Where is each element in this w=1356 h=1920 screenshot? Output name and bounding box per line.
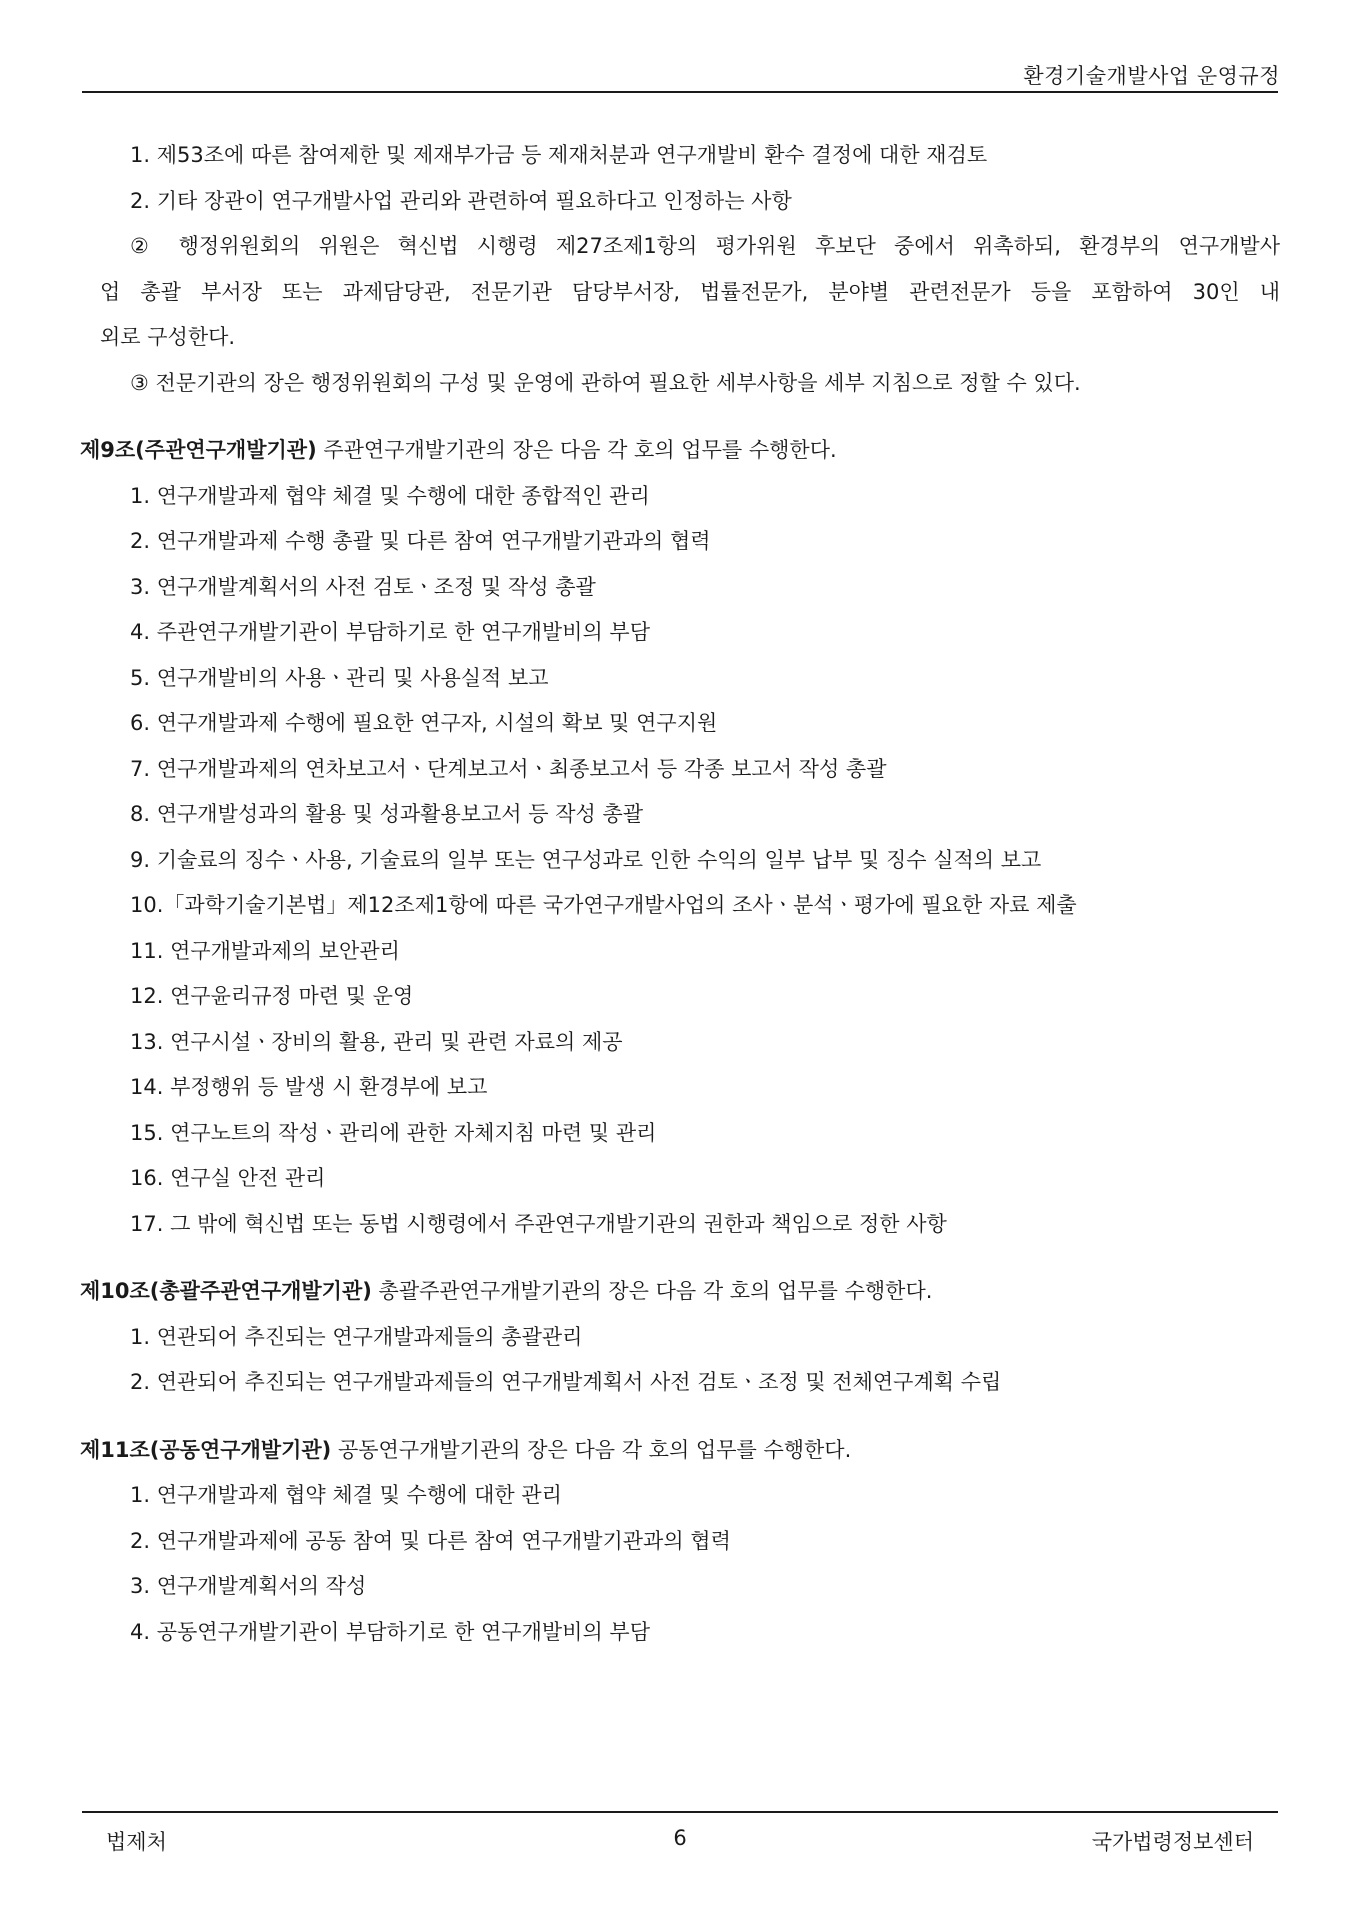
list-item: 4. 공동연구개발기관이 부담하기로 한 연구개발비의 부담 — [130, 1619, 650, 1644]
list-item: 15. 연구노트의 작성ㆍ관리에 관한 자체지침 마련 및 관리 — [130, 1120, 657, 1145]
article-title: 제11조(공동연구개발기관) — [80, 1437, 332, 1462]
list-item: 3. 연구개발계획서의 작성 — [130, 1574, 367, 1598]
list-item: 1. 연구개발과제 협약 체결 및 수행에 대한 종합적인 관리 — [130, 483, 650, 508]
document-body — [80, 133, 1280, 1655]
list-item: 2. 기타 장관이 연구개발사업 관리와 관련하여 필요하다고 인정하는 사항 — [130, 188, 792, 213]
running-header-title: 환경기술개발사업 운영규정 — [1023, 64, 1280, 88]
list-item: 4. 주관연구개발기관이 부담하기로 한 연구개발비의 부담 — [130, 620, 650, 644]
footer-publisher: 법제처 — [106, 1830, 167, 1854]
list-item: 17. 그 밖에 혁신법 또는 동법 시행령에서 주관연구개발기관의 권한과 책임으로 정한 사항 — [130, 1211, 947, 1236]
list-item: 13. 연구시설ㆍ장비의 활용, 관리 및 관련 자료의 제공 — [130, 1029, 623, 1054]
list-item: 2. 연구개발과제에 공동 참여 및 다른 참여 연구개발기관과의 협력 — [130, 1528, 731, 1553]
list-item: 1. 연관되어 추진되는 연구개발과제들의 총괄관리 — [130, 1324, 583, 1349]
article-text: 총괄주관연구개발기관의 장은 다음 각 호의 업무를 수행한다. — [371, 1279, 933, 1303]
list-item: 3. 연구개발계획서의 사전 검토ㆍ조정 및 작성 총괄 — [130, 574, 596, 599]
page-footer — [82, 1826, 1278, 1856]
list-item: 6. 연구개발과제 수행에 필요한 연구자, 시설의 확보 및 연구지원 — [130, 711, 718, 735]
list-item: 12. 연구윤리규정 마련 및 운영 — [130, 984, 414, 1008]
list-item: 5. 연구개발비의 사용ㆍ관리 및 사용실적 보고 — [130, 665, 549, 690]
list-item: 1. 제53조에 따른 참여제한 및 제재부가금 등 제재처분과 연구개발비 환수 결정에 대한 재검토 — [130, 143, 988, 167]
article-text: 주관연구개발기관의 장은 다음 각 호의 업무를 수행한다. — [316, 438, 837, 462]
paragraph-line: ② 행정위원회의 위원은 혁신법 시행령 제27조제1항의 평가위원 후보단 중에서 위촉하되, 환경부의 연구개발사 — [130, 234, 1280, 258]
paragraph-line: 외로 구성한다. — [100, 325, 236, 349]
list-item: 1. 연구개발과제 협약 체결 및 수행에 대한 관리 — [130, 1483, 562, 1507]
paragraph-line: ③ 전문기관의 장은 행정위원회의 구성 및 운영에 관하여 필요한 세부사항을 세부 지침으로 정할 수 있다. — [130, 370, 1081, 395]
article-title: 제9조(주관연구개발기관) — [80, 438, 317, 462]
list-item: 10.「과학기술기본법」제12조제1항에 따른 국가연구개발사업의 조사ㆍ분석ㆍ평가에 필요한 자료 제출 — [130, 893, 1077, 917]
article-11-heading — [80, 1428, 1280, 1474]
article-title: 제10조(총괄주관연구개발기관) — [80, 1279, 372, 1303]
page-number: 6 — [673, 1826, 687, 1850]
list-item: 9. 기술료의 징수ㆍ사용, 기술료의 일부 또는 연구성과로 인한 수익의 일부 납부 및 징수 실적의 보고 — [130, 847, 1042, 872]
article-text: 공동연구개발기관의 장은 다음 각 호의 업무를 수행한다. — [331, 1437, 852, 1462]
list-item: 8. 연구개발성과의 활용 및 성과활용보고서 등 작성 총괄 — [130, 802, 644, 826]
list-item: 7. 연구개발과제의 연차보고서ㆍ단계보고서ㆍ최종보고서 등 각종 보고서 작성 총괄 — [130, 756, 887, 781]
article-10-heading — [80, 1269, 1280, 1315]
header-divider — [82, 91, 1278, 93]
list-item: 14. 부정행위 등 발생 시 환경부에 보고 — [130, 1075, 488, 1099]
footer-source: 국가법령정보센터 — [1091, 1830, 1254, 1854]
article-9-heading — [80, 428, 1280, 474]
list-item: 11. 연구개발과제의 보안관리 — [130, 938, 400, 963]
paragraph-line: 업 총괄 부서장 또는 과제담당관, 전문기관 담당부서장, 법률전문가, 분야별 관련전문가 등을 포함하여 30인 내 — [100, 279, 1280, 304]
list-item: 2. 연관되어 추진되는 연구개발과제들의 연구개발계획서 사전 검토ㆍ조정 및 전체연구계획 수립 — [130, 1370, 1002, 1394]
list-item: 2. 연구개발과제 수행 총괄 및 다른 참여 연구개발기관과의 협력 — [130, 529, 711, 553]
list-item: 16. 연구실 안전 관리 — [130, 1166, 326, 1190]
footer-divider — [82, 1811, 1278, 1813]
